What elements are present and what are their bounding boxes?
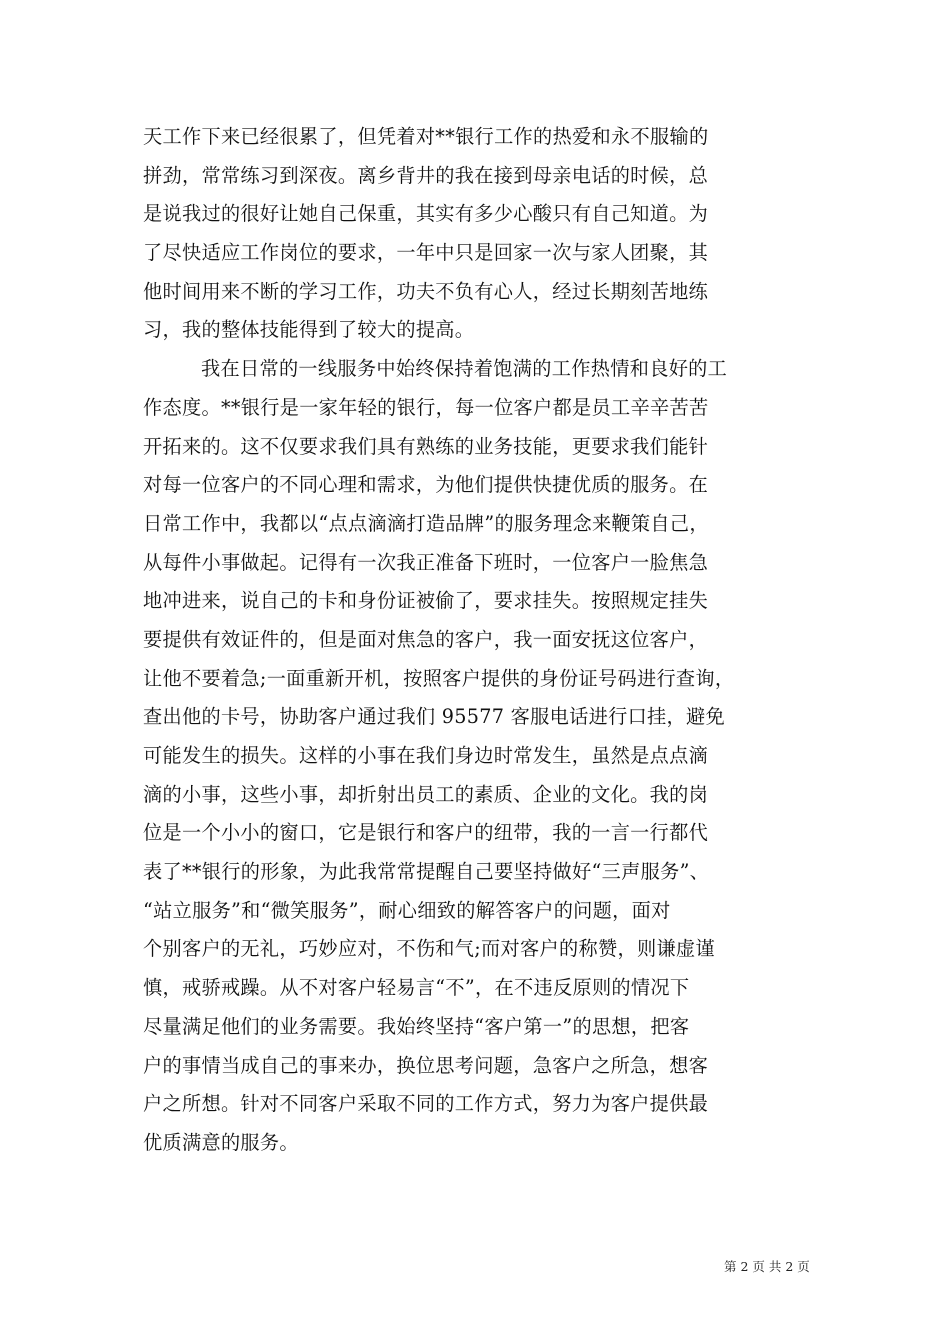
text-line: 户之所想。针对不同客户采取不同的工作方式，努力为客户提供最 xyxy=(143,1092,709,1116)
text-line: 可能发生的损失。这样的小事在我们身边时常发生，虽然是点点滴 xyxy=(143,744,709,767)
paragraph-1 xyxy=(143,118,813,350)
text-line: 习，我的整体技能得到了较大的提高。 xyxy=(143,318,475,342)
text-line: 位是一个小小的窗口，它是银行和客户的纽带，我的一言一行都代 xyxy=(143,821,709,845)
text-line: 他时间用来不断的学习工作，功夫不负有心人，经过长期刻苦地练 xyxy=(143,279,709,303)
page-number-footer: 第 2 页 共 2 页 xyxy=(724,1259,810,1274)
body-text xyxy=(143,118,813,1163)
text-line: 个别客户的无礼，巧妙应对，不伤和气;而对客户的称赞，则谦虚谨 xyxy=(143,937,715,961)
text-line: “站立服务”和“微笑服务”，耐心细致的解答客户的问题，面对 xyxy=(143,898,671,922)
text-line: 表了**银行的形象，为此我常常提醒自己要坚持做好“三声服务”、 xyxy=(143,860,710,884)
text-line: 了尽快适应工作岗位的要求，一年中只是回家一次与家人团聚，其 xyxy=(143,241,709,265)
text-line: 拼劲，常常练习到深夜。离乡背井的我在接到母亲电话的时候，总 xyxy=(143,163,709,187)
text-line: 开拓来的。这不仅要求我们具有熟练的业务技能，更要求我们能针 xyxy=(143,434,709,458)
text-line: 天工作下来已经很累了，但凭着对**银行工作的热爱和永不服输的 xyxy=(143,125,709,148)
text-line: 让他不要着急;一面重新开机，按照客户提供的身份证号码进行查询， xyxy=(143,666,735,690)
text-line: 日常工作中，我都以“点点滴滴打造品牌”的服务理念来鞭策自己， xyxy=(143,511,709,535)
text-line: 作态度。**银行是一家年轻的银行，每一位客户都是员工辛辛苦苦 xyxy=(143,395,709,419)
text-line: 是说我过的很好让她自己保重，其实有多少心酸只有自己知道。为 xyxy=(143,202,709,226)
text-line: 从每件小事做起。记得有一次我正准备下班时，一位客户一脸焦急 xyxy=(143,550,709,574)
text-line: 滴的小事，这些小事，却折射出员工的素质、企业的文化。我的岗 xyxy=(143,782,709,806)
text-line: 对每一位客户的不同心理和需求，为他们提供快捷优质的服务。在 xyxy=(143,473,709,497)
text-line: 户的事情当成自己的事来办，换位思考问题，急客户之所急，想客 xyxy=(143,1053,709,1077)
text-line: 我在日常的一线服务中始终保持着饱满的工作热情和良好的工 xyxy=(201,357,728,381)
text-line: 优质满意的服务。 xyxy=(143,1130,299,1154)
text-line: 地冲进来，说自己的卡和身份证被偷了，要求挂失。按照规定挂失 xyxy=(143,589,709,613)
text-line: 慎，戒骄戒躁。从不对客户轻易言“不”，在不违反原则的情况下 xyxy=(143,976,690,1000)
text-line: 尽量满足他们的业务需要。我始终坚持“客户第一”的思想，把客 xyxy=(143,1014,690,1038)
text-line: 要提供有效证件的，但是面对焦急的客户，我一面安抚这位客户， xyxy=(143,627,709,651)
paragraph-2 xyxy=(143,350,813,1162)
text-line: 查出他的卡号，协助客户通过我们 95577 客服电话进行口挂，避免 xyxy=(143,705,726,729)
